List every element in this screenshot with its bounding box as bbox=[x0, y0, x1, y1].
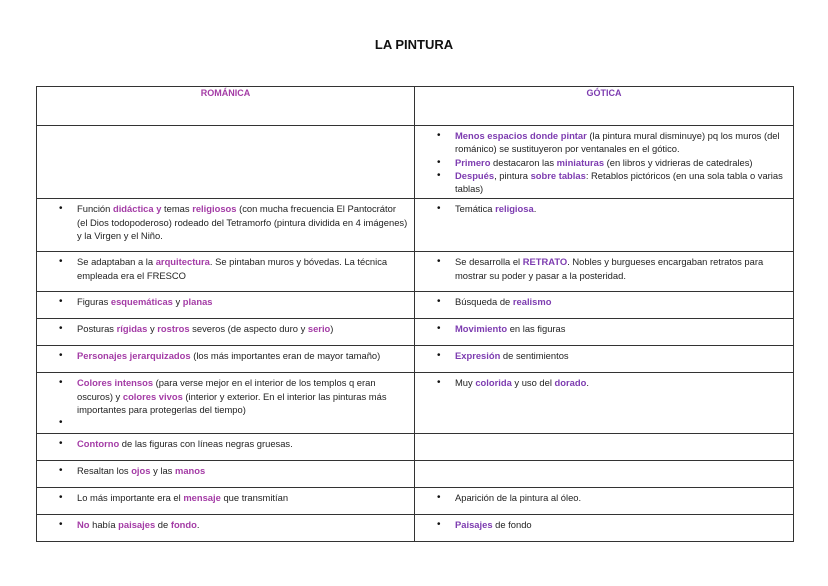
bullet-list bbox=[437, 349, 787, 362]
cell-gotica bbox=[415, 199, 794, 252]
bullet-list bbox=[437, 322, 787, 335]
text: de fondo bbox=[492, 518, 532, 530]
table-row bbox=[37, 487, 794, 514]
highlighted-text: Personajes jerarquizados bbox=[77, 350, 191, 362]
text: (los más importantes eran de mayor tamaño) bbox=[190, 350, 381, 362]
text: severos (de aspecto duro y bbox=[189, 323, 308, 335]
bullet-list bbox=[59, 255, 408, 282]
bullet-list bbox=[59, 295, 408, 308]
highlighted-text: dorado bbox=[554, 377, 587, 389]
list-item bbox=[77, 464, 408, 477]
bullet-list bbox=[437, 295, 787, 308]
cell-gotica bbox=[415, 126, 794, 199]
highlighted-text: Colores intensos bbox=[77, 377, 154, 389]
text: . bbox=[533, 203, 537, 215]
cell-gotica bbox=[415, 319, 794, 346]
highlighted-text: No bbox=[77, 518, 90, 530]
bullet-list bbox=[437, 255, 787, 282]
highlighted-text: paisajes bbox=[118, 518, 156, 530]
text: que transmitían bbox=[220, 491, 289, 503]
cell-romanica bbox=[37, 319, 415, 346]
table-row bbox=[37, 433, 794, 460]
text: . Nobles y burgueses encargaban retratos para mostrar su poder y pasar a la posteridad. bbox=[455, 256, 764, 281]
highlighted-text: realismo bbox=[512, 296, 552, 308]
highlighted-text: serio bbox=[307, 323, 331, 335]
list-item bbox=[77, 416, 408, 429]
text: había bbox=[89, 518, 119, 530]
text: y bbox=[147, 323, 158, 335]
list-item bbox=[455, 255, 787, 282]
list-item bbox=[77, 349, 408, 362]
highlighted-text: rígidas bbox=[116, 323, 148, 335]
text: Aparición de la pintura al óleo. bbox=[455, 491, 582, 503]
cell-romanica bbox=[37, 252, 415, 292]
list-item bbox=[77, 295, 408, 308]
text: Temática bbox=[455, 203, 496, 215]
cell-gotica bbox=[415, 514, 794, 541]
bullet-list bbox=[437, 129, 787, 195]
list-item bbox=[455, 169, 787, 196]
text: de sentimientos bbox=[500, 350, 569, 362]
list-item bbox=[455, 376, 787, 389]
cell-gotica bbox=[415, 460, 794, 487]
cell-romanica bbox=[37, 433, 415, 460]
highlighted-text: sobre tablas bbox=[530, 169, 586, 181]
text: en las figuras bbox=[507, 323, 566, 335]
cell-gotica bbox=[415, 433, 794, 460]
highlighted-text: rostros bbox=[157, 323, 190, 335]
list-item bbox=[77, 255, 408, 282]
cell-romanica bbox=[37, 487, 415, 514]
bullet-list bbox=[59, 202, 408, 242]
list-item bbox=[77, 518, 408, 531]
text: y uso del bbox=[511, 377, 555, 389]
cell-gotica bbox=[415, 292, 794, 319]
highlighted-text: mensaje bbox=[183, 491, 221, 503]
cell-gotica bbox=[415, 346, 794, 373]
table-header-row bbox=[37, 87, 794, 126]
cell-gotica bbox=[415, 487, 794, 514]
list-item bbox=[455, 491, 787, 504]
table-row bbox=[37, 373, 794, 433]
bullet-list bbox=[59, 464, 408, 477]
list-item bbox=[455, 322, 787, 335]
cell-romanica bbox=[37, 373, 415, 433]
table-row bbox=[37, 319, 794, 346]
bullet-list bbox=[59, 322, 408, 335]
highlighted-text: Movimiento bbox=[455, 323, 508, 335]
text: Lo más importante era el bbox=[77, 491, 184, 503]
bullet-list bbox=[437, 376, 787, 389]
list-item bbox=[455, 156, 787, 169]
highlighted-text: Contorno bbox=[77, 437, 120, 449]
text: Búsqueda de bbox=[455, 296, 513, 308]
table-row bbox=[37, 346, 794, 373]
cell-romanica bbox=[37, 126, 415, 199]
highlighted-text: Expresión bbox=[455, 350, 501, 362]
table-row bbox=[37, 126, 794, 199]
highlighted-text: planas bbox=[182, 296, 213, 308]
cell-romanica bbox=[37, 460, 415, 487]
text: Resaltan los bbox=[77, 464, 132, 476]
cell-gotica bbox=[415, 373, 794, 433]
text: Función bbox=[77, 203, 113, 215]
cell-gotica bbox=[415, 252, 794, 292]
text: (interior y exterior. En el interior las pinturas más importantes para protegerlas del tiempo) bbox=[77, 390, 387, 416]
highlighted-text: manos bbox=[174, 464, 206, 476]
cell-romanica bbox=[37, 292, 415, 319]
text: Se adaptaban a la bbox=[77, 256, 156, 268]
text: Se desarrolla el bbox=[455, 256, 523, 268]
highlighted-text: Primero bbox=[455, 156, 491, 168]
text: y las bbox=[150, 464, 175, 476]
highlighted-text: arquitectura bbox=[155, 256, 210, 268]
list-item bbox=[455, 295, 787, 308]
bullet-list bbox=[437, 518, 787, 531]
text: de bbox=[155, 518, 171, 530]
list-item bbox=[77, 491, 408, 504]
cell-romanica bbox=[37, 514, 415, 541]
comparison-table bbox=[36, 86, 794, 542]
text: . bbox=[586, 377, 589, 389]
cell-romanica bbox=[37, 199, 415, 252]
table-row bbox=[37, 199, 794, 252]
text: ) bbox=[330, 323, 334, 335]
text: , pintura bbox=[494, 169, 531, 181]
header-gotica: GÓTICA bbox=[415, 87, 794, 126]
text: (la pintura mural disminuye) pq los muros (del románico) se sustituyeron por ventanales en el gótico. bbox=[455, 130, 780, 155]
highlighted-text: Menos espacios donde pintar bbox=[455, 130, 587, 141]
bullet-list bbox=[59, 376, 408, 429]
highlighted-text: Después bbox=[455, 169, 495, 181]
list-item bbox=[455, 202, 787, 215]
highlighted-text: miniaturas bbox=[556, 156, 605, 168]
list-item bbox=[455, 518, 787, 531]
bullet-list bbox=[59, 491, 408, 504]
text: Figuras bbox=[77, 296, 111, 308]
table-row bbox=[37, 460, 794, 487]
text: de las figuras con líneas negras gruesas. bbox=[119, 437, 293, 449]
list-item bbox=[77, 202, 408, 242]
table-row bbox=[37, 252, 794, 292]
highlighted-text: religiosos bbox=[192, 203, 237, 215]
bullet-list bbox=[59, 518, 408, 531]
list-item bbox=[77, 322, 408, 335]
text: . Se pintaban muros y bóvedas. La técnica empleada era el FRESCO bbox=[77, 256, 388, 281]
bullet-list bbox=[59, 437, 408, 450]
highlighted-text: colores vivos bbox=[122, 390, 183, 402]
text: y bbox=[172, 296, 183, 308]
table-row bbox=[37, 292, 794, 319]
list-item bbox=[77, 376, 408, 416]
highlighted-text: esquemáticas bbox=[110, 296, 173, 308]
text: (para verse mejor en el interior de los templos q eran oscuros) y bbox=[77, 377, 376, 402]
highlighted-text: ojos bbox=[131, 464, 151, 476]
page-title: LA PINTURA bbox=[374, 37, 454, 52]
highlighted-text: fondo bbox=[170, 518, 197, 530]
bullet-list bbox=[437, 491, 787, 504]
text: Muy bbox=[455, 377, 476, 389]
list-item bbox=[455, 129, 787, 156]
text: . bbox=[196, 518, 200, 530]
bullet-list bbox=[437, 202, 787, 215]
list-item bbox=[455, 349, 787, 362]
list-item bbox=[77, 437, 408, 450]
text: destacaron las bbox=[490, 156, 557, 168]
text: temas bbox=[161, 203, 193, 215]
text: (en libros y vidrieras de catedrales) bbox=[604, 156, 753, 168]
highlighted-text: colorida bbox=[475, 377, 512, 389]
highlighted-text: RETRATO bbox=[522, 256, 568, 268]
cell-romanica bbox=[37, 346, 415, 373]
table-row bbox=[37, 514, 794, 541]
text: (con mucha frecuencia El Pantocrátor (el Dios todopoderoso) rodeado del Tetramorfo (pintura dividida en 4 imágenes) y la Virgen y el Niño. bbox=[77, 203, 408, 242]
header-romanica: ROMÁNICA bbox=[37, 87, 415, 126]
highlighted-text: Paisajes bbox=[455, 518, 493, 530]
bullet-list bbox=[59, 349, 408, 362]
highlighted-text: religiosa bbox=[495, 203, 534, 215]
text: : Retablos pictóricos (en una sola tabla o varias tablas) bbox=[455, 169, 783, 195]
text: Posturas bbox=[77, 323, 117, 335]
highlighted-text: didáctica y bbox=[112, 203, 162, 215]
